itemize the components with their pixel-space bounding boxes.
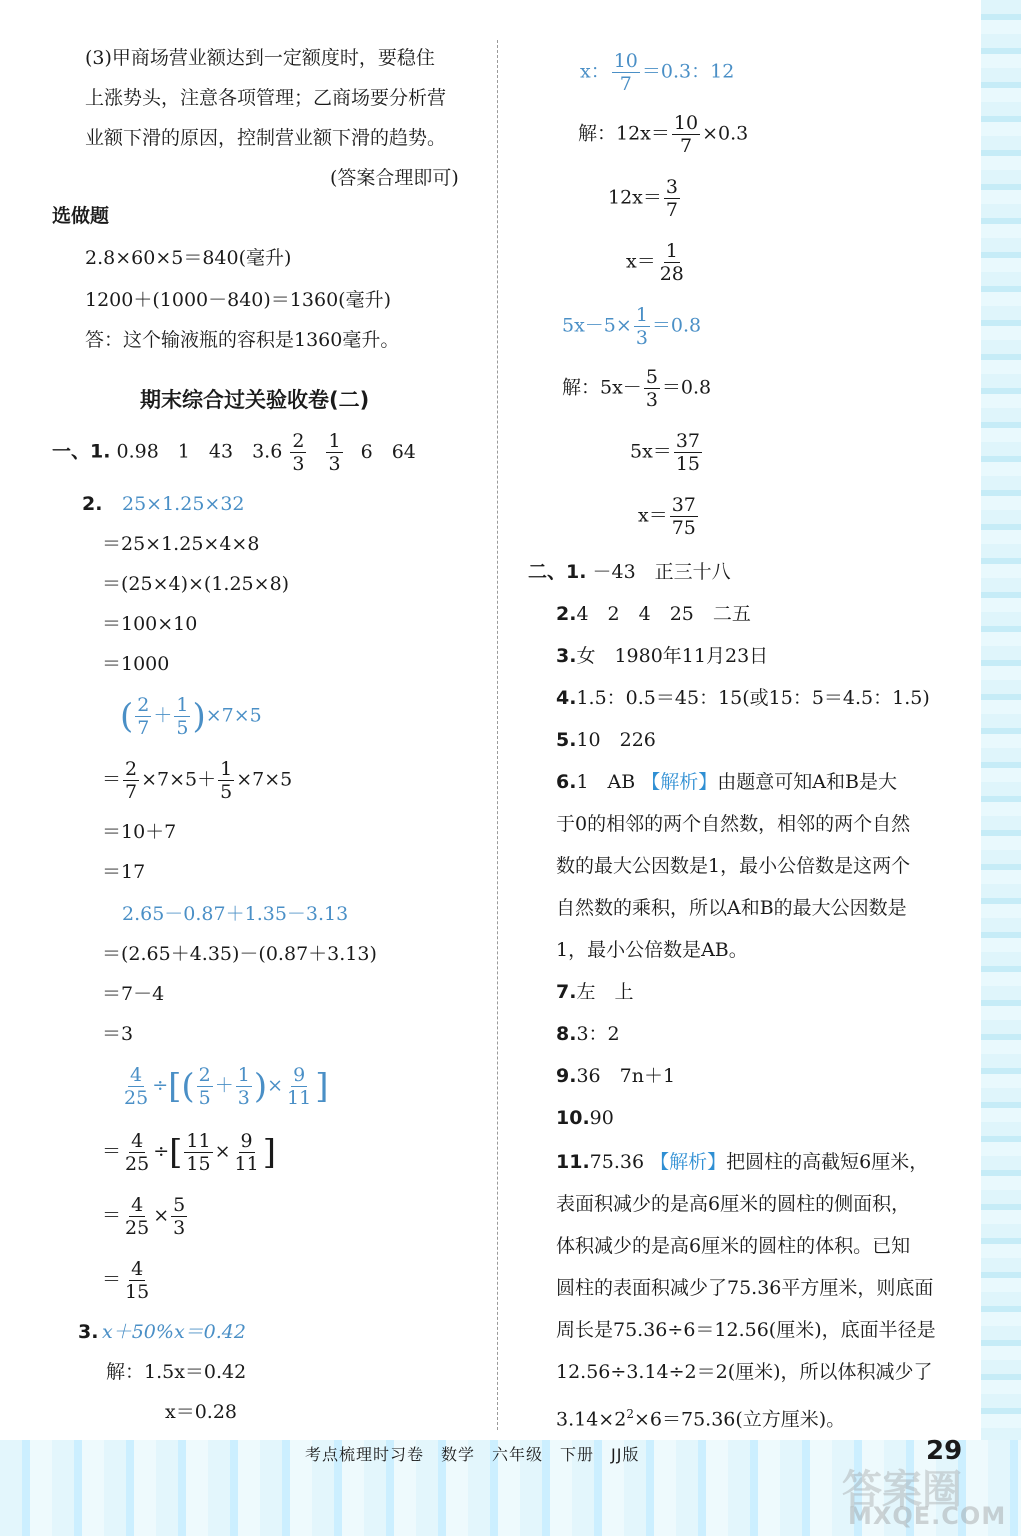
q1-1-frac-b: $\frac{1}{3}$: [328, 430, 341, 475]
column-divider: [497, 40, 498, 1430]
calc-1-step-2: ＝(25×4)×(1.25×8): [102, 573, 290, 595]
calc-2-step-3: ＝17: [102, 861, 146, 883]
q2-2: 2.4 2 4 25 二五: [556, 603, 751, 625]
equation-3-step-2: 5x＝ $\frac{37}{15}$: [630, 430, 700, 475]
q2-6-line-1: 6.1 AB 【解析】由题意可知A和B是大: [556, 771, 897, 793]
q1-2-label: 2.: [82, 493, 103, 515]
q2-9: 9.36 7n＋1: [556, 1065, 676, 1087]
calc-3-problem: 2.65－0.87＋1.35－3.13: [122, 903, 349, 925]
calc-4-step-1: ＝ $\frac{4}{25}$ ÷[ $\frac{11}{15}$ × $\frac{9}{11}$ ]: [102, 1130, 276, 1175]
q1-1-row: [52, 430, 416, 475]
calc-4-step-2: ＝ $\frac{4}{25}$ × $\frac{5}{3}$: [102, 1194, 186, 1239]
section-title: 期末综合过关验收卷(二): [140, 388, 370, 412]
equation-3-problem: 5x－5× $\frac{1}{3}$ ＝0.8: [562, 304, 702, 349]
q2-11-line-3: 体积减少的是高6厘米的圆柱的体积。已知: [556, 1235, 911, 1257]
q2-4: 4.1.5：0.5＝45：15(或15：5＝4.5：1.5): [556, 687, 930, 709]
answer-3-line-2: 上涨势头，注意各项管理；乙商场要分析营: [85, 87, 447, 109]
footer-book-info: 考点梳理时习卷 数学 六年级 下册 JJ版: [305, 1445, 640, 1464]
calc-2-step-1: ＝ $\frac{2}{7}$ ×7×5＋ $\frac{1}{5}$ ×7×5: [102, 758, 293, 803]
q2-7: 7.左 上: [556, 981, 634, 1003]
calc-3-step-1: ＝(2.65＋4.35)－(0.87＋3.13): [102, 943, 377, 965]
equation-1-step-1: 解：1.5x＝0.42: [106, 1361, 247, 1383]
optional-step-2: 1200＋(1000－840)＝1360(毫升): [85, 289, 391, 311]
q2-3: 3.女 1980年11月23日: [556, 645, 769, 667]
optional-answer: 答：这个输液瓶的容积是1360毫升。: [85, 329, 400, 351]
q2-11-line-2: 表面积减少的是高6厘米的圆柱的侧面积，: [556, 1193, 911, 1215]
q2-11-line-7: $3.14\times 2^2\times 6=75.36$(立方厘米)。: [556, 1407, 846, 1431]
equation-3-step-1: 解：5x－ $\frac{5}{3}$ ＝0.8: [562, 366, 712, 411]
equation-2-step-2: 12x＝ $\frac{3}{7}$: [608, 176, 678, 221]
watermark-logo: 答案圈: [842, 1467, 962, 1513]
equation-3-step-3: x＝ $\frac{37}{75}$: [638, 494, 696, 539]
calc-2-step-2: ＝10＋7: [102, 821, 177, 843]
equation-1-problem: x＋50%x＝0.42: [102, 1321, 246, 1343]
calc-2-problem: ( $\frac{2}{7}$ ＋ $\frac{1}{5}$ )×7×5: [120, 694, 262, 739]
calc-1-problem: 25×1.25×32: [122, 493, 245, 515]
q1-1-frac-a: $\frac{2}{3}$: [292, 430, 305, 475]
calc-1-step-1: ＝25×1.25×4×8: [102, 533, 260, 555]
calc-4-problem: $\frac{4}{25}$ ÷[( $\frac{2}{5}$ ＋ $\frac{1}{3}$ )× $\frac{9}{11}$ ]: [124, 1064, 329, 1109]
calc-1-step-3: ＝100×10: [102, 613, 198, 635]
calc-4-step-3: ＝ $\frac{4}{15}$: [102, 1258, 150, 1303]
q2-11-line-5: 周长是75.36÷6＝12.56(厘米)，底面半径是: [556, 1319, 936, 1341]
q2-1: 二、1. －43 正三十八: [528, 561, 731, 583]
analysis-tag: 【解析】: [641, 771, 718, 793]
q2-11-line-1: 11.75.36 【解析】把圆柱的高截短6厘米，: [556, 1151, 929, 1173]
analysis-tag-2: 【解析】: [650, 1151, 727, 1173]
q1-1-values: 0.98 1 43 3.6: [116, 440, 283, 463]
q2-11-line-4: 圆柱的表面积减少了75.36平方厘米，则底面: [556, 1277, 934, 1299]
q1-1-label: 一、1.: [52, 440, 111, 463]
calc-1-step-4: ＝1000: [102, 653, 170, 675]
equation-2-step-3: x＝ $\frac{1}{28}$: [626, 240, 684, 285]
q2-11-line-6: 12.56÷3.14÷2＝2(厘米)，所以体积减少了: [556, 1361, 933, 1383]
calc-3-step-3: ＝3: [102, 1023, 134, 1045]
calc-3-step-2: ＝7－4: [102, 983, 165, 1005]
answer-3-line-1: (3)甲商场营业额达到一定额度时，要稳住: [85, 47, 435, 69]
q2-5: 5.10 226: [556, 729, 656, 751]
optional-step-1: 2.8×60×5＝840(毫升): [85, 247, 292, 269]
watermark-url: MXQE.COM: [848, 1502, 1007, 1530]
q1-1-values-end: 6 64: [360, 440, 416, 463]
q2-10: 10.90: [556, 1107, 614, 1129]
answer-3-line-3: 业额下滑的原因，控制营业额下滑的趋势。: [85, 127, 447, 149]
q2-6-line-4: 自然数的乘积，所以A和B的最大公因数是: [556, 897, 907, 919]
q2-6-line-2: 于0的相邻的两个自然数，相邻的两个自然: [556, 813, 911, 835]
optional-heading: 选做题: [52, 205, 110, 227]
q2-6-line-5: 1，最小公倍数是AB。: [556, 939, 748, 961]
equation-2-step-1: 解：12x＝ $\frac{10}{7}$ ×0.3: [578, 112, 749, 157]
page-number: 29: [926, 1436, 963, 1466]
equation-1-step-2: x＝0.28: [165, 1401, 238, 1423]
q1-3-label: 3.: [78, 1321, 99, 1343]
answer-note: (答案合理即可): [330, 167, 459, 189]
q2-6-line-3: 数的最大公因数是1，最小公倍数是这两个: [556, 855, 911, 877]
equation-2-problem: x： $\frac{10}{7}$ ＝0.3：12: [580, 50, 735, 95]
q2-8: 8.3：2: [556, 1023, 620, 1045]
decorative-wave-right: [981, 0, 1021, 1536]
